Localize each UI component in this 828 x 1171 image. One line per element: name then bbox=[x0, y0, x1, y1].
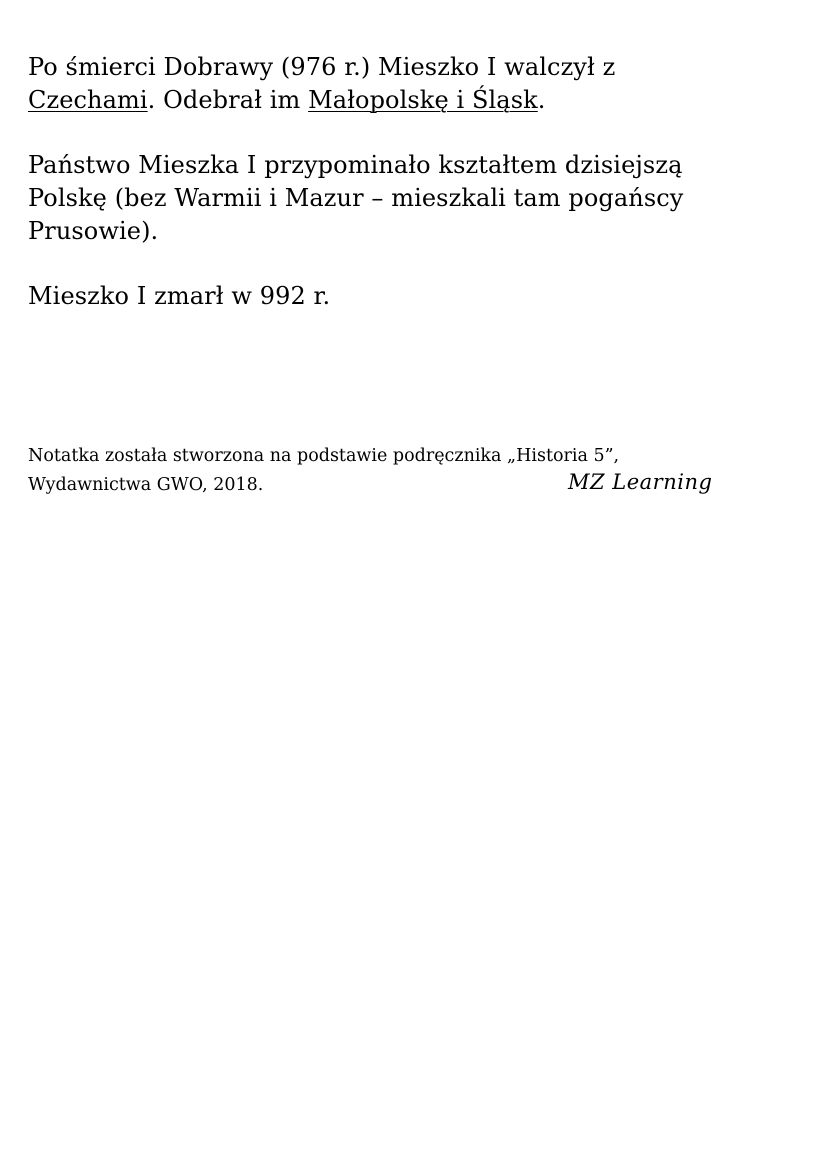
signature-logo: MZ Learning bbox=[568, 470, 713, 494]
paragraph-line: Mieszko I zmarł w 992 r. bbox=[28, 282, 331, 310]
source-note-line: Wydawnictwa GWO, 2018. bbox=[28, 475, 264, 495]
paragraph-line: Polskę (bez Warmii i Mazur – mieszkali tam pogańscy bbox=[28, 184, 684, 212]
paragraph-state-shape bbox=[28, 149, 808, 248]
underlined-term-regions: Małopolskę i Śląsk bbox=[308, 86, 538, 114]
text-fragment: . Odebrał im bbox=[147, 86, 309, 114]
paragraph-mieszko-wars bbox=[28, 51, 808, 117]
source-note-line: Notatka została stworzona na podstawie podręcznika „Historia 5”, bbox=[28, 446, 620, 466]
underlined-term-czechs: Czechami bbox=[28, 86, 148, 114]
paragraph-line bbox=[28, 84, 808, 117]
paragraph-line: Państwo Mieszka I przypominało kształtem dzisiejszą bbox=[28, 151, 683, 179]
paragraph-line: Prusowie). bbox=[28, 217, 159, 245]
paragraph-line: Po śmierci Dobrawy (976 r.) Mieszko I walczył z bbox=[28, 53, 616, 81]
text-fragment: . bbox=[537, 86, 546, 114]
paragraph-death bbox=[28, 280, 808, 313]
